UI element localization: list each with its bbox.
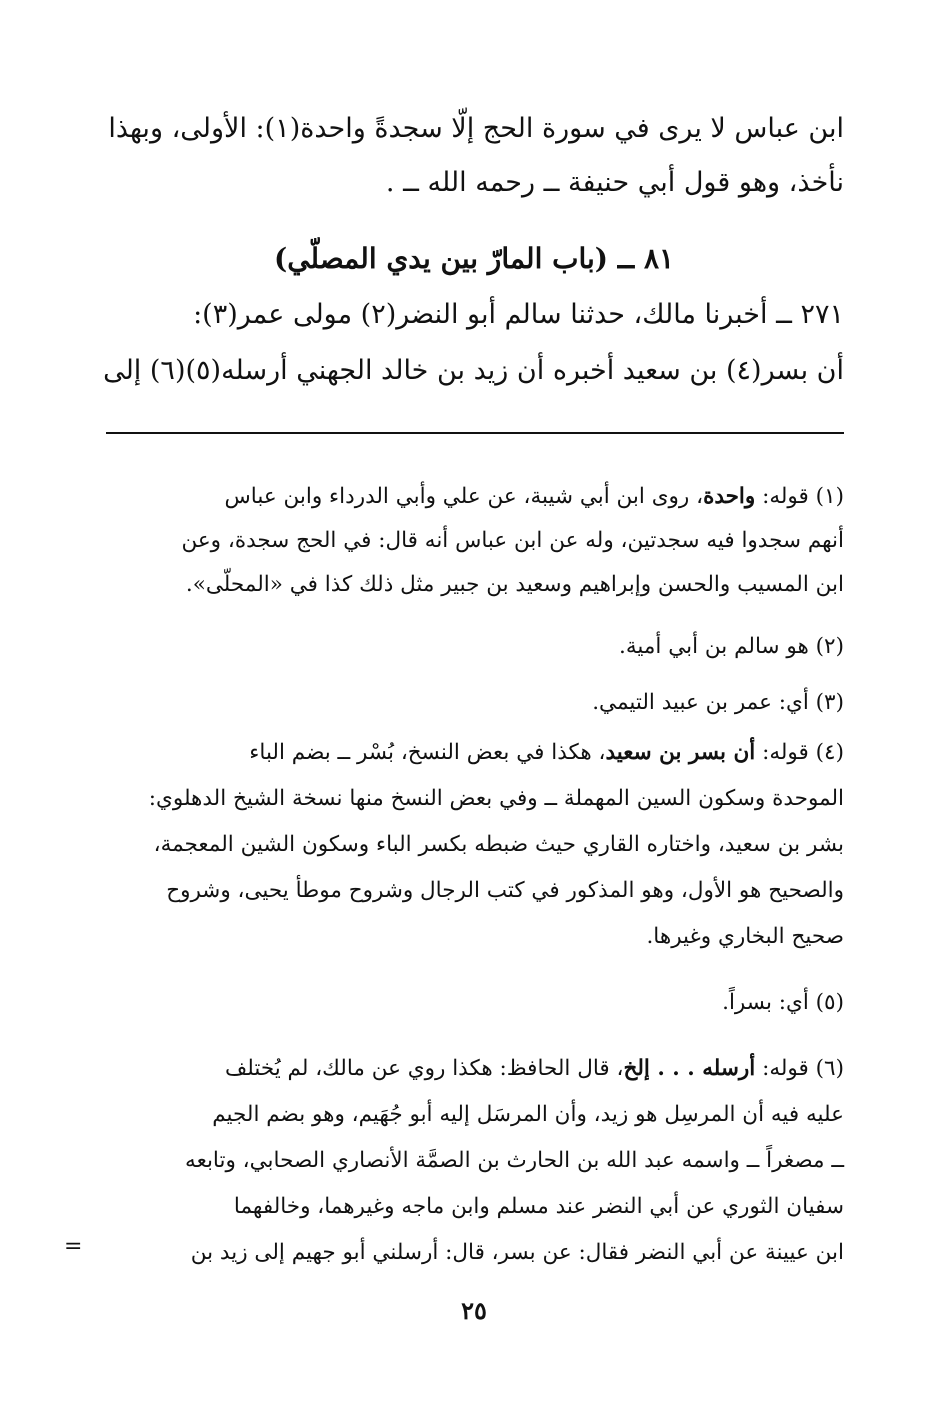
footnote-6-line-5: ابن عيينة عن أبي النضر فقال: عن بسر، قال: أرسلني أبو جهيم إلى زيد بن (190, 1240, 844, 1265)
footnote-1-line-2: أنهم سجدوا فيه سجدتين، وله عن ابن عباس أنه قال: في الحج سجدة، وعن (181, 528, 844, 553)
hadith-line-2: أن بسر(٤) بن سعيد أخبره أن زيد بن خالد الجهني أرسله(٥)(٦) إلى (103, 355, 844, 386)
footnote-6-keyword: أرسله . . . إلخ (623, 1056, 756, 1081)
chapter-heading: ٨١ ــ (باب المارّ بين يدي المصلّي) (273, 242, 675, 275)
main-text-line-1: ابن عباس لا يرى في سورة الحج إلّا سجدةً واحدة(١): الأولى، وبهذا (108, 113, 844, 144)
footnote-4-rest: ، هكذا في بعض النسخ، بُسْر ــ بضم الباء (249, 740, 606, 765)
footnote-4-keyword: أن بسر بن سعيد (605, 740, 756, 765)
footnote-1-line-1 (104, 474, 844, 520)
footnote-4-line-5: صحيح البخاري وغيرها. (646, 924, 844, 949)
footnote-divider (106, 432, 844, 434)
footnote-4-prefix: (٤) قوله: (755, 740, 844, 765)
footnote-4-line-1 (104, 730, 844, 776)
page-number: ٢٥ (461, 1296, 487, 1325)
hadith-line-1: ٢٧١ ــ أخبرنا مالك، حدثنا سالم أبو النضر(٢) مولى عمر(٣): (193, 299, 844, 330)
main-text-line-2: نأخذ، وهو قول أبي حنيفة ــ رحمه الله ــ . (385, 167, 844, 198)
footnote-6-line-2: عليه فيه أن المرسِل هو زيد، وأن المرسَل إليه أبو جُهَيم، وهو بضم الجيم (212, 1102, 844, 1127)
footnote-5: (٥) أي: بسراً. (722, 990, 844, 1015)
footnote-6-line-3: ــ مصغراً ــ واسمه عبد الله بن الحارث بن الصمَّة الأنصاري الصحابي، وتابعه (185, 1148, 844, 1173)
footnote-4-line-2: الموحدة وسكون السين المهملة ــ وفي بعض النسخ منها نسخة الشيخ الدهلوي: (148, 786, 844, 811)
footnote-1-prefix: (١) قوله: (755, 484, 844, 509)
footnote-6-rest: ، قال الحافظ: هكذا روي عن مالك، لم يُختلف (224, 1056, 624, 1081)
footnote-6-line-1 (104, 1046, 844, 1092)
footnote-2: (٢) هو سالم بن أبي أمية. (619, 634, 844, 659)
continuation-mark: = (64, 1234, 83, 1259)
footnote-3: (٣) أي: عمر بن عبيد التيمي. (592, 690, 844, 715)
footnote-6-line-4: سفيان الثوري عن أبي النضر عند مسلم وابن ماجه وغيرهما، وخالفهما (233, 1194, 844, 1219)
footnote-4-line-3: بشر بن سعيد، واختاره القاري حيث ضبطه بكسر الباء وسكون الشين المعجمة، (153, 832, 844, 857)
footnote-1-keyword: واحدة (703, 484, 756, 509)
footnote-4-line-4: والصحيح هو الأول، وهو المذكور في كتب الرجال وشروح موطأ يحيى، وشروح (166, 878, 844, 903)
footnote-1-line-3: ابن المسيب والحسن وإبراهيم وسعيد بن جبير مثل ذلك كذا في «المحلّى». (185, 572, 844, 597)
footnote-1-rest: ، روى ابن أبي شيبة، عن علي وأبي الدرداء وابن عباس (224, 484, 704, 509)
footnote-6-prefix: (٦) قوله: (755, 1056, 844, 1081)
